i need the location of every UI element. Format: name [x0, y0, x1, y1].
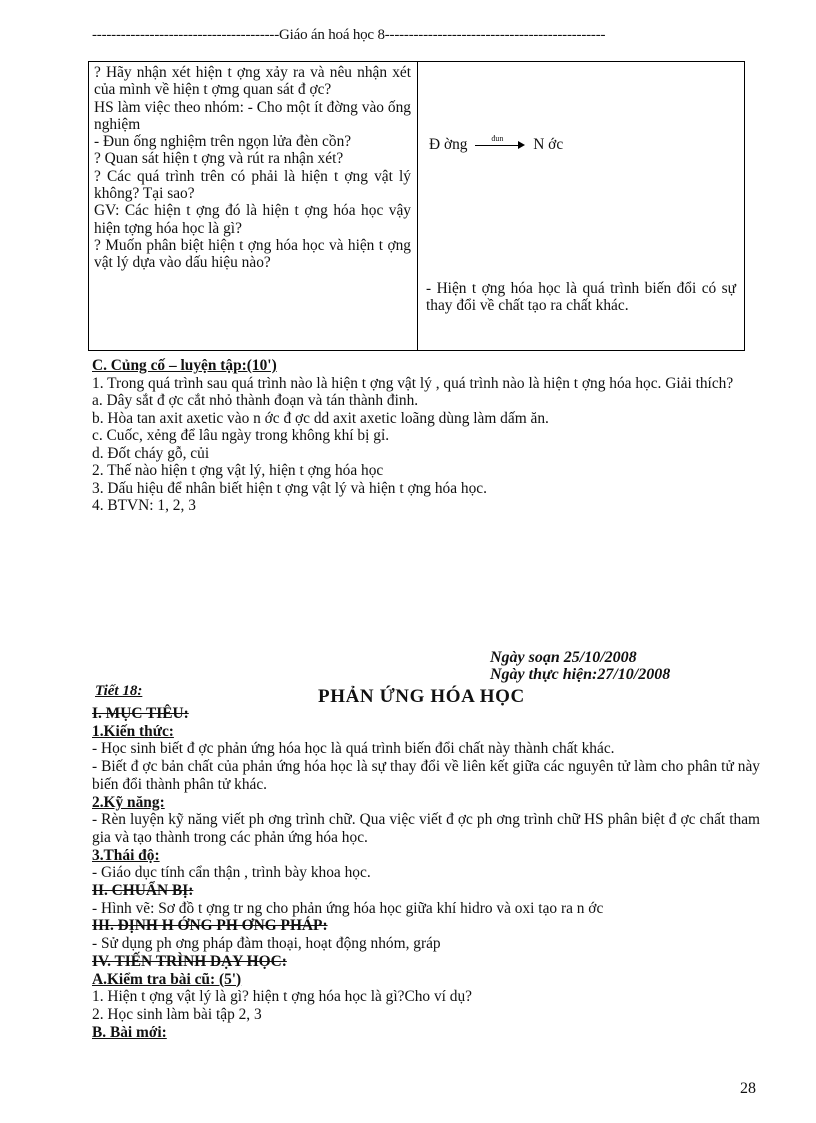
lesson-body: [92, 705, 760, 1041]
subsection-heading: 1.Kiến thức:: [92, 722, 174, 740]
page-header: ---------------------------------------Giáo án hoá học 8----------------------------------------------: [92, 27, 606, 43]
lesson-dates: [490, 649, 670, 683]
section-heading: II. CHUẨN BỊ:: [92, 882, 194, 900]
exercise-line: c. Cuốc, xẻng để lâu ngày trong không khí bị gỉ.: [92, 427, 390, 444]
section-heading: I. MỤC TIÊU:: [92, 705, 189, 722]
exercise-line: b. Hòa tan axit axetic vào n ớc đ ợc dd axit axetic loãng dùng làm dấm ăn.: [92, 409, 549, 427]
reactant: Đ ờng: [429, 136, 468, 153]
taught-date: Ngày thực hiện:27/10/2008: [490, 666, 671, 683]
body-line: 1. Hiện t ợng vật lý là gì? hiện t ợng hóa học là gì?Cho ví dụ?: [92, 988, 473, 1006]
teacher-activity-cell: [89, 62, 418, 351]
exercise-line: 3. Dấu hiệu để nhân biết hiện t ợng vật lý và hiện t ợng hóa học.: [92, 479, 487, 497]
consolidation-section: [92, 357, 760, 515]
subsection-heading: B. Bài mới:: [92, 1023, 167, 1041]
exercise-line: 2. Thế nào hiện t ợng vật lý, hiện t ợng hóa học: [92, 462, 384, 479]
table-line: ? Quan sát hiện t ợng và rút ra nhận xét?: [94, 150, 344, 168]
exercise-line: a. Dây sắt đ ợc cắt nhỏ thành đoạn và tán thành đinh.: [92, 392, 419, 409]
table-line: ? Hãy nhận xét hiện t ợng xảy ra và nêu nhận xét của mình về hiện t ợmg quan sát đ ợc?: [94, 64, 411, 99]
exercise-line: 4. BTVN: 1, 2, 3: [92, 497, 196, 514]
subsection-heading: A.Kiểm tra bài cũ: (5'): [92, 970, 242, 988]
page-number: 28: [740, 1080, 756, 1097]
subsection-heading: 3.Thái độ:: [92, 846, 160, 864]
body-line: - Giáo dục tính cẩn thận , trình bày khoa học.: [92, 864, 371, 882]
prepared-date: Ngày soạn 25/10/2008: [490, 649, 637, 666]
reaction-arrow-icon: [475, 134, 525, 151]
lesson-title: PHẢN ỨNG HÓA HỌC: [318, 686, 525, 707]
student-content-cell: [418, 62, 745, 351]
word-equation: [429, 136, 563, 153]
section-heading: III. ĐỊNH H ỚNG PH ƠNG PHÁP:: [92, 917, 328, 935]
table-line: HS làm việc theo nhóm: - Cho một ít đờng vào ống nghiệm: [94, 98, 411, 133]
table-line: - Đun ống nghiệm trên ngọn lửa đèn cồn?: [94, 133, 352, 151]
body-line: - Biết đ ợc bản chất của phản ứng hóa học là sự thay đổi về liên kết giữa các nguyên tử làm cho phân tử này biến đổi thành phân tử khác.: [92, 758, 760, 793]
definition-text: - Hiện t ợng hóa học là quá trình biến đổi có sự thay đổi về chất tạo ra chất khác.: [426, 280, 736, 315]
section-heading: IV. TIẾN TRÌNH DẠY HỌC:: [92, 952, 287, 970]
table-line: ? Các quá trình trên có phải là hiện t ợng vật lý không? Tại sao?: [94, 167, 411, 203]
body-line: - Hình vẽ: Sơ đồ t ợng tr ng cho phản ứng hóa học giữa khí hidro và oxi tạo ra n ớc: [92, 899, 604, 917]
table-line: ? Muốn phân biệt hiện t ợng hóa học và hiện t ợng vật lý dựa vào dấu hiệu nào?: [94, 236, 411, 272]
table-line: GV: Các hiện t ợng đó là hiện t ợng hóa học vậy hiện tợng hóa học là gì?: [94, 202, 411, 237]
body-line: 2. Học sinh làm bài tập 2, 3: [92, 1005, 262, 1023]
arrow-condition: đun: [491, 134, 504, 144]
subsection-heading: 2.Kỹ năng:: [92, 793, 165, 811]
body-line: - Rèn luyện kỹ năng viết ph ơng trình chữ. Qua việc viết đ ợc ph ơng trình chữ HS phân biệt đ ợc chất tham gia và tạo thành trong các phản ứng hóa học.: [92, 811, 760, 846]
activity-table: [88, 61, 745, 351]
product: N ớc: [533, 136, 564, 153]
exercise-line: d. Đốt cháy gỗ, củi: [92, 444, 210, 462]
body-line: - Học sinh biết đ ợc phản ứng hóa học là quá trình biến đổi chất này thành chất khác.: [92, 740, 615, 758]
section-heading: C. Củng cố – luyện tập:(10'): [92, 357, 277, 374]
lesson-number: Tiết 18:: [95, 683, 143, 699]
body-line: - Sử dụng ph ơng pháp đàm thoại, hoạt động nhóm, gráp: [92, 935, 441, 953]
exercise-line: 1. Trong quá trình sau quá trình nào là hiện t ợng vật lý , quá trình nào là hiện t ợng hóa học. Giải thích?: [92, 374, 734, 392]
